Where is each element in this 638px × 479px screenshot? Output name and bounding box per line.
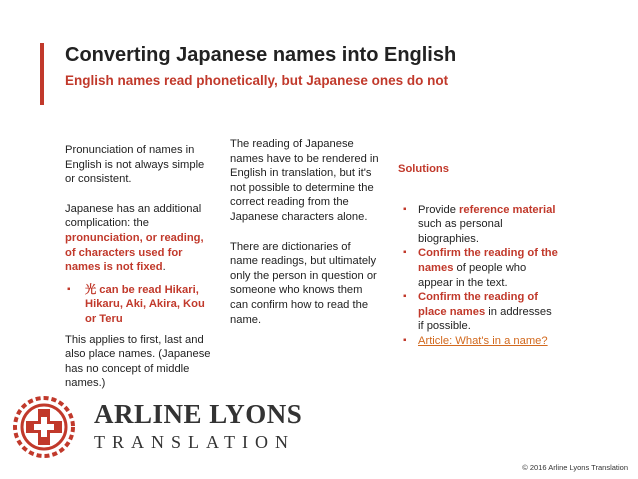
logo-name: ARLINE LYONS <box>94 399 303 429</box>
solutions-list <box>398 203 558 349</box>
solution-text: of people who appear in the text. <box>418 261 527 289</box>
paragraph-reading: The reading of Japanese names have to be rendered in English in translation, but it's not possible to determine the correct reading from the Japanese characters alone. <box>230 138 379 223</box>
complication-end: . <box>162 261 166 274</box>
company-logo <box>12 395 303 465</box>
kanji-character: 光 <box>85 283 97 296</box>
title-accent-bar <box>40 43 44 105</box>
copyright-notice: © 2016 Arline Lyons Translation <box>522 463 628 472</box>
column-right <box>398 162 558 349</box>
paragraph-complication <box>65 202 215 275</box>
solution-item <box>398 290 558 334</box>
kanji-readings: can be read Hikari, Hikaru, Aki, Akira, Kou or Teru <box>85 283 205 325</box>
complication-highlight: pronunciation, or reading, of characters used for names is not fixed <box>65 231 204 274</box>
solution-highlight: Confirm the reading of place names <box>418 291 538 318</box>
logo-subtitle: TRANSLATION <box>94 432 295 452</box>
slide-title: Converting Japanese names into English <box>65 44 457 66</box>
solution-item-link <box>398 334 558 349</box>
solutions-heading: Solutions <box>398 163 449 175</box>
article-link[interactable]: Article: What's in a name? <box>418 334 548 347</box>
red-cross-seal-icon <box>12 395 76 459</box>
solution-highlight: reference material <box>459 203 556 216</box>
paragraph-pronunciation: Pronunciation of names in English is not always simple or consistent. <box>65 144 205 186</box>
solution-highlight: Confirm the reading of the names <box>418 247 558 274</box>
list-item-kanji-example <box>65 283 215 327</box>
example-list <box>65 283 215 327</box>
complication-text: Japanese has an additional complication: the <box>65 202 202 230</box>
solution-item <box>398 246 558 290</box>
solution-item <box>398 203 558 247</box>
paragraph-dictionaries: There are dictionaries of name readings, but ultimately only the person in question or someone who knows them can confirm how to read the name. <box>230 240 377 326</box>
solution-text: in addresses if possible. <box>418 305 552 333</box>
solution-text: Provide <box>418 203 460 216</box>
column-middle <box>230 137 380 327</box>
slide-subtitle: English names read phonetically, but Japanese ones do not <box>65 73 449 88</box>
paragraph-applies: This applies to first, last and also place names. (Japanese has no concept of middle names.) <box>65 333 211 390</box>
solution-text: such as personal biographies. <box>418 218 503 245</box>
column-left <box>65 143 215 391</box>
